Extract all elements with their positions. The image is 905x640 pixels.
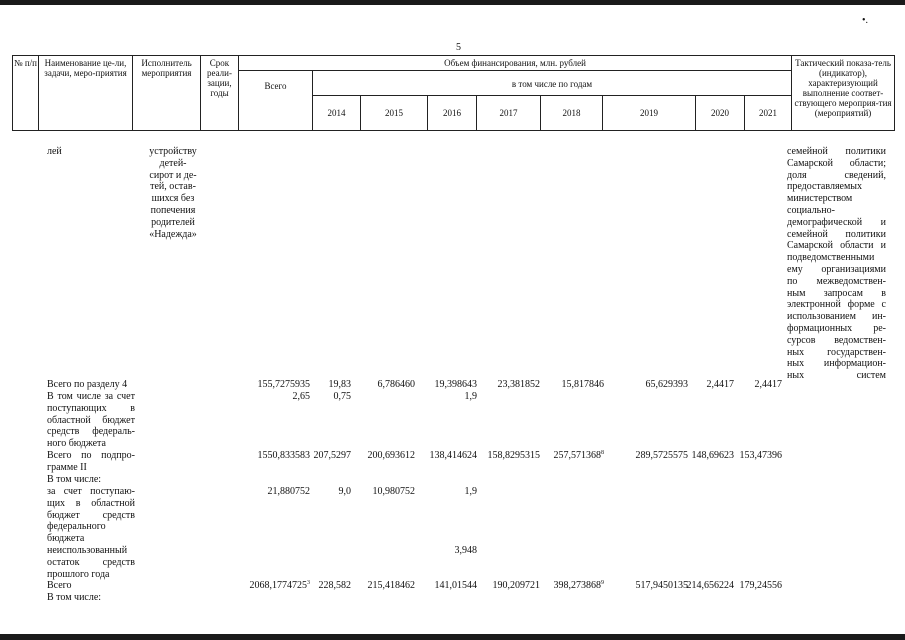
execblk-line: родителей — [151, 216, 195, 228]
row-label-line: Всего по подпро- — [47, 450, 135, 461]
header-year-2021: 2021 — [745, 96, 792, 131]
indblk-line: социально- — [787, 204, 835, 216]
indblk-line: ных систем — [787, 370, 886, 382]
row-label-line: Всего — [47, 580, 72, 591]
indblk-line: ных информацион- — [787, 358, 886, 370]
footnote-ref: 3 — [307, 580, 310, 586]
row-total: 21,880752 — [267, 486, 310, 497]
indblk-line: Самарской области и — [787, 240, 886, 252]
row-year-value: 257,571368$^8$ — [553, 450, 604, 461]
row-year-value: 153,47396 — [739, 450, 782, 461]
header-executor: Исполнитель мероприятия — [133, 56, 201, 131]
row-year-value: 3,948 — [454, 545, 477, 556]
execblk-line: тей, остав- — [150, 181, 196, 193]
row-label-line: В том числе: — [47, 592, 102, 603]
indblk-line: подведомственными — [787, 252, 875, 264]
row-year-value: 19,398643 — [434, 379, 477, 390]
row-label-line: Всего по разделу 4 — [47, 379, 128, 390]
row-year-value: 158,8295315 — [487, 450, 540, 461]
row-year-value: 214,656224 — [686, 580, 734, 591]
execblk-line: устройству — [149, 146, 197, 157]
indblk-line: использованием ин- — [787, 311, 886, 323]
row-label-line: ного бюджета — [47, 438, 106, 450]
row-year-value: 23,381852 — [497, 379, 540, 390]
header-year-2014: 2014 — [313, 96, 361, 131]
indblk-line: ных государствен- — [787, 346, 886, 358]
row-label-line: грамме II — [47, 461, 87, 473]
row-year-value: 1,9 — [464, 486, 477, 497]
indblk-line: семейной политики — [787, 228, 886, 240]
header-table — [12, 55, 895, 131]
row-year-value: 190,209721 — [492, 580, 540, 591]
footnote-ref: 8 — [601, 450, 604, 456]
header-indicator: Тактический показа-тель (индикатор), характеризующий выполнение соответ-ствующего мероприя-тия (мероприятий) — [792, 56, 895, 131]
header-year-2016: 2016 — [428, 96, 477, 131]
header-num: № п/п — [13, 56, 39, 131]
indblk-line: семейной политики — [787, 146, 886, 157]
corner-marks: •. — [862, 15, 869, 26]
row-year-value: 0,75 — [333, 391, 351, 402]
row-year-value: 207,5297 — [313, 450, 351, 461]
row-year-value: 289,5725575 — [635, 450, 688, 461]
continued-name: лей — [47, 146, 62, 157]
row-label-line: прошлого года — [47, 568, 110, 580]
row-total: 2068,1774725$^3$ — [249, 580, 310, 591]
row-year-value: 228,582 — [318, 580, 351, 591]
indicator-text — [787, 146, 886, 382]
row-year-value: 141,01544 — [434, 580, 477, 591]
indblk-line: доля сведений, — [787, 169, 886, 181]
executor-text — [144, 146, 202, 240]
row-total: 155,7275935 — [257, 379, 310, 390]
execblk-line: сирот и де- — [149, 169, 197, 181]
indblk-line: формационных ре- — [787, 322, 886, 334]
header-year-2019: 2019 — [603, 96, 696, 131]
execblk-line: детей- — [159, 157, 187, 169]
row-total: 1550,833583 — [257, 450, 310, 461]
indblk-line: Самарской области; — [787, 157, 886, 169]
bottom-scan-border — [0, 634, 905, 640]
header-year-2018: 2018 — [541, 96, 603, 131]
row-label-line: федерального — [47, 521, 106, 533]
row-label-line: щих в областной — [47, 497, 135, 509]
row-year-value: 15,817846 — [561, 379, 604, 390]
row-year-value: 398,273868$^9$ — [553, 580, 604, 591]
indblk-line: ным запросам в — [787, 287, 886, 299]
row-label-line: бюджета — [47, 533, 85, 545]
row-year-value: 517,9450135 — [635, 580, 688, 591]
row-year-value: 200,693612 — [367, 450, 415, 461]
row-year-value: 9,0 — [338, 486, 351, 497]
row-label-line: В том числе за счет — [47, 391, 135, 402]
indblk-line: по межведомствен- — [787, 275, 886, 287]
row-year-value: 179,24556 — [739, 580, 782, 591]
page-number: 5 — [456, 42, 461, 53]
row-year-value: 6,786460 — [377, 379, 415, 390]
row-year-value: 215,418462 — [367, 580, 415, 591]
header-year-2017: 2017 — [477, 96, 541, 131]
row-label-line: поступающих в — [47, 402, 135, 414]
indblk-line: демографической и — [787, 216, 886, 228]
header-name: Наименование це-ли, задачи, меро-приятия — [39, 56, 133, 131]
footnote-ref: 9 — [601, 580, 604, 586]
row-label-line: остаток средств — [47, 556, 135, 568]
header-year-2015: 2015 — [361, 96, 428, 131]
row-year-value: 2,4417 — [754, 379, 782, 390]
row-total: 2,65 — [292, 391, 310, 402]
row-year-value: 65,629393 — [645, 379, 688, 390]
header-funding: Объем финансирования, млн. рублей — [239, 56, 792, 71]
header-term: Срок реали-зации, годы — [201, 56, 239, 131]
row-label-line: бюджет средств — [47, 509, 135, 521]
row-label-line: областной бюджет — [47, 414, 135, 426]
row-year-value: 138,414624 — [429, 450, 477, 461]
row-label-line: неиспользованный — [47, 545, 128, 556]
indblk-line: ему организациями — [787, 263, 886, 275]
execblk-line: попечения — [150, 204, 196, 216]
row-year-value: 2,4417 — [706, 379, 734, 390]
indblk-line: предоставляемых — [787, 181, 863, 193]
row-year-value: 1,9 — [464, 391, 477, 402]
row-year-value: 148,69623 — [691, 450, 734, 461]
row-label-line: В том числе: — [47, 474, 102, 485]
row-year-value: 10,980752 — [372, 486, 415, 497]
header-year-2020: 2020 — [696, 96, 745, 131]
top-scan-border — [0, 0, 905, 5]
execblk-line: «Надежда» — [149, 228, 197, 240]
row-year-value: 19,83 — [328, 379, 351, 390]
row-label-line: средств федераль- — [47, 426, 135, 438]
row-label-line: за счет поступаю- — [47, 486, 135, 497]
indblk-line: электронной форме с — [787, 299, 886, 311]
indblk-line: сурсов ведомствен- — [787, 334, 886, 346]
header-total: Всего — [239, 71, 313, 131]
execblk-line: шихся без — [151, 193, 195, 205]
header-by-years: в том числе по годам — [313, 71, 792, 96]
indblk-line: министерством — [787, 193, 853, 205]
